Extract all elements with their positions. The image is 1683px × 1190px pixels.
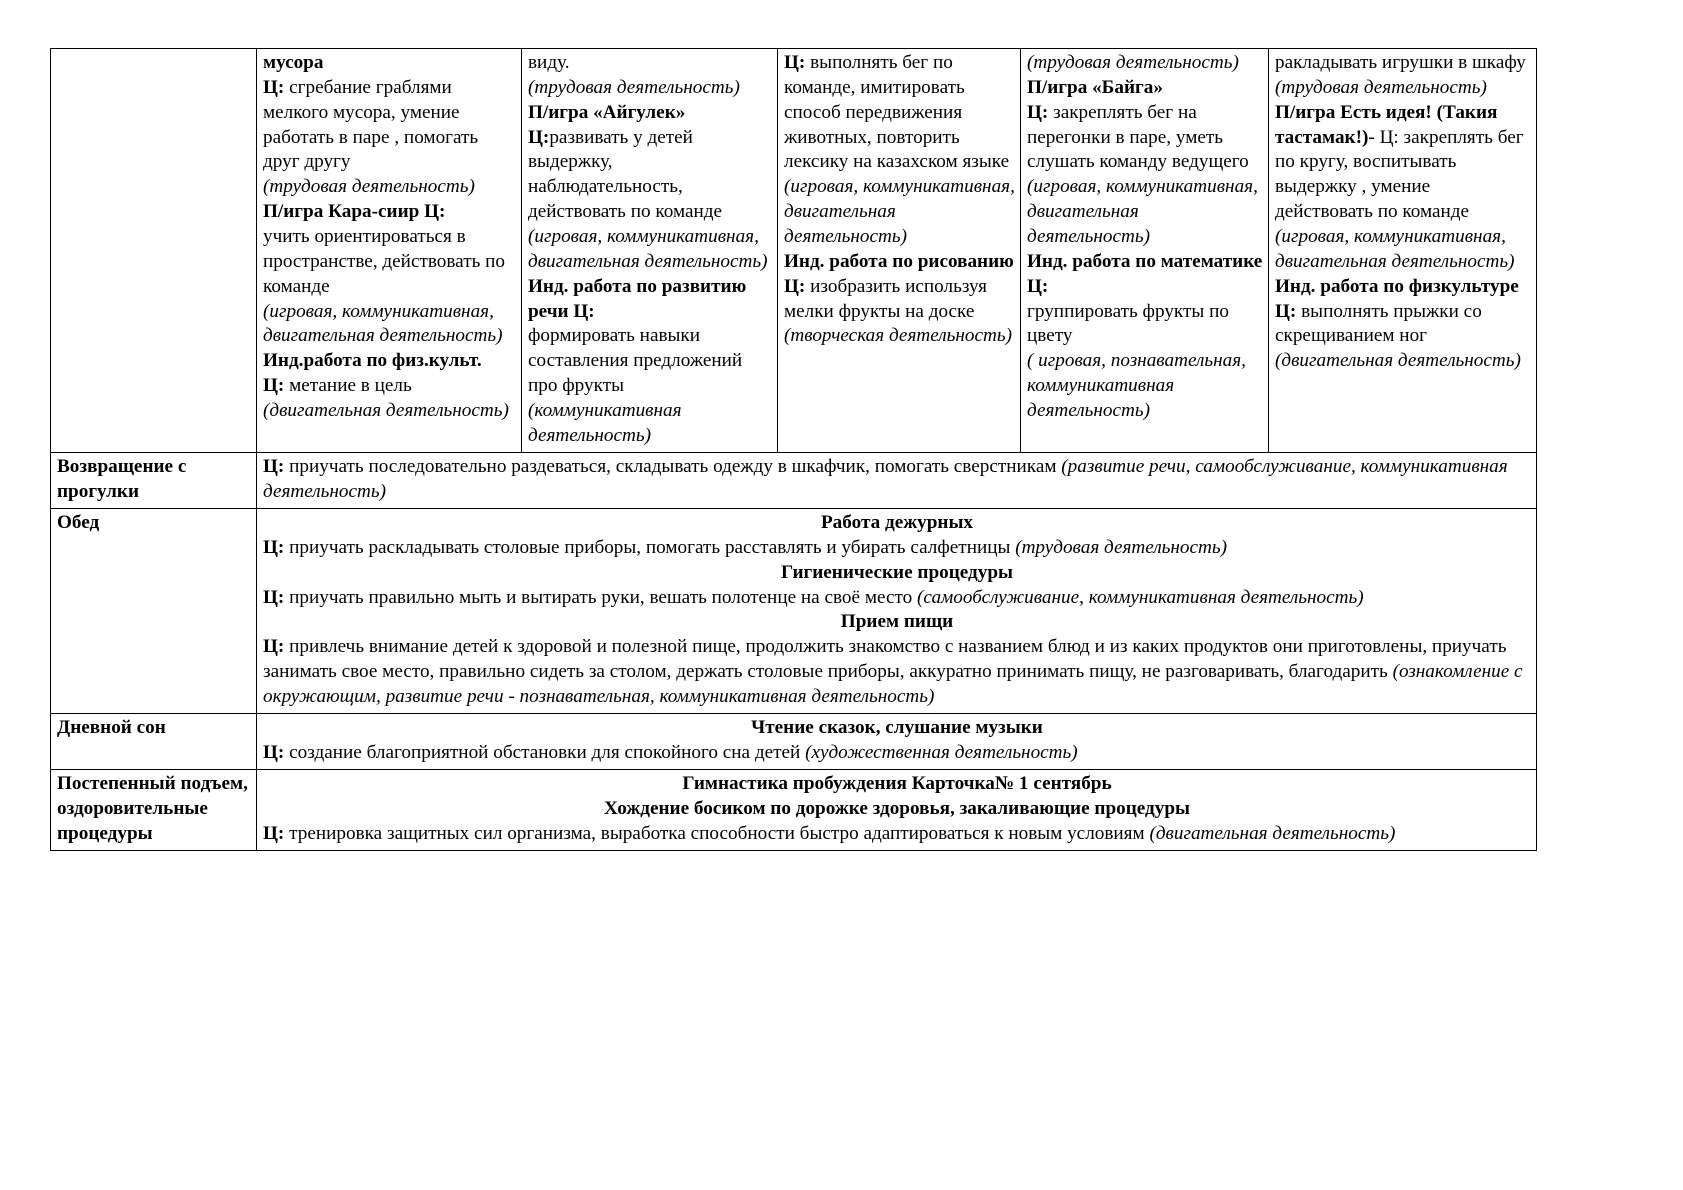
row-body-return: [257, 452, 1537, 508]
cell-walk-col5: [1269, 49, 1537, 453]
text-block: [263, 349, 516, 374]
text-block: [784, 250, 1015, 275]
text-block: [263, 635, 1531, 710]
bold-text: Инд. работа по математике Ц:: [1027, 250, 1263, 297]
text-block: [1275, 76, 1531, 101]
text-block: [263, 822, 1531, 847]
goal-marker: Ц:: [263, 76, 285, 98]
bold-text: Инд.работа по физ.культ.: [263, 350, 482, 372]
plain-text: ракладывать игрушки в шкафу: [1275, 52, 1526, 73]
italic-text: (трудовая деятельность): [528, 76, 740, 98]
table-row-return-from-walk: [51, 452, 1537, 508]
section-heading: Гигиенические процедуры: [780, 561, 1014, 583]
cell-walk-col3: [778, 49, 1021, 453]
plain-text: привлечь внимание детей к здоровой и полезной пище, продолжить знакомство с названием блюд и из каких продуктов они приготовлены, приучать занимать свое место, правильно сидеть за столом, держать столовые приборы, аккуратно принимать пищу, не разговаривать, благодарить: [263, 636, 1507, 683]
goal-marker: Ц:: [1027, 101, 1049, 123]
table-row-walk-activities: [51, 49, 1537, 453]
italic-text: (трудовая деятельность): [1027, 52, 1239, 73]
row-body-lunch: [257, 508, 1537, 714]
text-block: [263, 175, 516, 200]
plain-text: метание в цель: [284, 375, 412, 397]
italic-text: (игровая, коммуникативная, двигательная деятельность): [528, 226, 768, 272]
goal-marker: Ц:: [1275, 300, 1297, 322]
text-block: [1027, 349, 1263, 424]
plain-text: развивать у детей выдержку, наблюдательность, действовать по команде: [528, 126, 723, 223]
row-label-nap: Дневной сон: [51, 714, 257, 770]
text-block: [1027, 51, 1263, 76]
goal-marker: Ц:: [263, 375, 285, 397]
bold-text: Инд. работа по физкультуре: [1275, 275, 1519, 297]
text-block: [1275, 101, 1531, 225]
activity-type-note: (художественная деятельность): [805, 742, 1078, 764]
row-label-wakeup: Постепенный подъем, оздоровительные процедуры: [51, 770, 257, 851]
goal-marker: Ц:: [263, 536, 285, 558]
text-block: [263, 225, 516, 300]
italic-text: (творческая деятельность): [784, 325, 1012, 347]
table-row-wakeup: [51, 770, 1537, 851]
text-block: [263, 374, 516, 399]
text-block: [784, 175, 1015, 250]
row-label-lunch: Обед: [51, 508, 257, 714]
section-heading: Работа дежурных: [820, 511, 974, 533]
italic-text: (двигательная деятельность): [1275, 350, 1521, 372]
italic-text: (двигательная деятельность): [263, 400, 509, 422]
text-block: [1275, 225, 1531, 275]
text-block: [528, 126, 772, 225]
goal-marker: Ц:: [263, 586, 285, 608]
text-block: [263, 76, 516, 175]
plain-text: виду.: [528, 52, 570, 73]
bold-text: Инд. работа по рисованию: [784, 250, 1014, 272]
row-label-return: Возвращение с прогулки: [51, 452, 257, 508]
goal-marker: Ц:: [784, 52, 806, 73]
text-block: [784, 51, 1015, 175]
text-block: [1027, 300, 1263, 350]
bold-text: Инд. работа по развитию речи Ц:: [528, 275, 747, 322]
text-block: [263, 200, 516, 225]
bold-text: П/игра Есть идея! (Такия тастамак!): [1275, 101, 1498, 148]
plain-text: приучать правильно мыть и вытирать руки, вешать полотенце на своё место: [284, 586, 918, 608]
plain-text: изобразить используя мелки фрукты на доске: [784, 275, 987, 322]
text-block: [1027, 250, 1263, 300]
section-heading: Гимнастика пробуждения Карточка№ 1 сентябрь: [682, 773, 1112, 795]
plain-text: - Ц: закреплять бег по кругу, воспитывать выдержку , умение действовать по команде: [1275, 126, 1524, 223]
italic-text: (трудовая деятельность): [263, 176, 475, 198]
activity-type-note: (ознакомление с окружающим, развитие речи - познавательная, коммуникативная деятельность): [263, 661, 1523, 708]
text-block: [784, 324, 1015, 349]
plain-text: закреплять бег на перегонки в паре, уметь слушать команду ведущего: [1027, 101, 1249, 173]
cell-walk-col2: [522, 49, 778, 453]
italic-text: (коммуникативная деятельность): [528, 400, 682, 446]
table-row-lunch: [51, 508, 1537, 714]
goal-marker: Ц:: [263, 455, 285, 477]
text-block: [1275, 51, 1531, 76]
text-block: [528, 275, 772, 325]
row-body-nap: [257, 714, 1537, 770]
italic-text: (игровая, коммуникативная, двигательная деятельность): [1027, 176, 1258, 248]
text-block: [1275, 300, 1531, 350]
text-block: [263, 741, 1531, 766]
goal-marker: Ц:: [263, 742, 285, 764]
text-block: [1027, 76, 1263, 101]
text-block: [263, 51, 516, 76]
activity-type-note: (развитие речи, самообслуживание, коммуникативная деятельность): [263, 455, 1508, 502]
text-block: [528, 399, 772, 449]
goal-marker: Ц:: [784, 275, 806, 297]
goal-marker: Ц:: [263, 636, 285, 658]
activity-type-note: (самообслуживание, коммуникативная деятельность): [917, 586, 1364, 608]
cell-walk-label: [51, 49, 257, 453]
italic-text: ( игровая, познавательная, коммуникативная деятельность): [1027, 350, 1246, 422]
text-block: [1027, 175, 1263, 250]
bold-text: П/игра «Айгулек»: [528, 101, 686, 123]
plain-text: создание благоприятной обстановки для спокойного сна детей: [284, 742, 806, 764]
schedule-table: [50, 48, 1537, 851]
row-body-wakeup: [257, 770, 1537, 851]
text-block: [784, 275, 1015, 325]
text-block: [1275, 349, 1531, 374]
activity-type-note: (трудовая деятельность): [1015, 536, 1228, 558]
section-heading: Чтение сказок, слушание музыки: [751, 717, 1043, 739]
text-block: [528, 51, 772, 76]
text-block: [528, 76, 772, 101]
cell-walk-col1: [257, 49, 522, 453]
text-block: [528, 324, 772, 399]
bold-text: мусора: [263, 52, 324, 73]
plain-text: выполнять бег по команде, имитировать способ передвижения животных, повторить лексику на казахском языке: [784, 52, 1010, 173]
plain-text: сгребание граблями мелкого мусора, умение работать в паре , помогать друг другу: [263, 76, 479, 173]
text-block: [1275, 275, 1531, 300]
text-block: [263, 455, 1531, 505]
text-block: [528, 225, 772, 275]
activity-type-note: (двигательная деятельность): [1149, 823, 1396, 845]
plain-text: выполнять прыжки со скрещиванием ног: [1275, 300, 1482, 347]
bold-text: П/игра «Байга»: [1027, 76, 1163, 98]
table-row-nap: [51, 714, 1537, 770]
plain-text: формировать навыки составления предложений про фрукты: [528, 325, 743, 397]
goal-marker: Ц:: [528, 126, 550, 148]
italic-text: (игровая, коммуникативная, двигательная деятельность): [784, 176, 1015, 248]
plain-text: приучать последовательно раздеваться, складывать одежду в шкафчик, помогать сверстникам: [284, 455, 1062, 477]
plain-text: приучать раскладывать столовые приборы, помогать расставлять и убирать салфетницы: [284, 536, 1016, 558]
plain-text: группировать фрукты по цвету: [1027, 300, 1229, 347]
section-heading: Прием пищи: [840, 611, 954, 633]
text-block: [263, 536, 1531, 561]
bold-text: П/игра Кара-сиир Ц:: [263, 201, 446, 223]
italic-text: (трудовая деятельность): [1275, 76, 1487, 98]
text-block: [263, 300, 516, 350]
goal-marker: Ц:: [263, 823, 285, 845]
text-block: [263, 586, 1531, 611]
italic-text: (игровая, коммуникативная, двигательная деятельность): [263, 300, 503, 347]
plain-text: тренировка защитных сил организма, выработка способности быстро адаптироваться к новым условиям: [284, 823, 1150, 845]
text-block: [1027, 101, 1263, 176]
section-heading: Хождение босиком по дорожке здоровья, закаливающие процедуры: [603, 798, 1191, 820]
text-block: [263, 399, 516, 424]
italic-text: (игровая, коммуникативная, двигательная деятельность): [1275, 226, 1515, 272]
text-block: [528, 101, 772, 126]
cell-walk-col4: [1021, 49, 1269, 453]
plain-text: учить ориентироваться в пространстве, действовать по команде: [263, 226, 505, 297]
